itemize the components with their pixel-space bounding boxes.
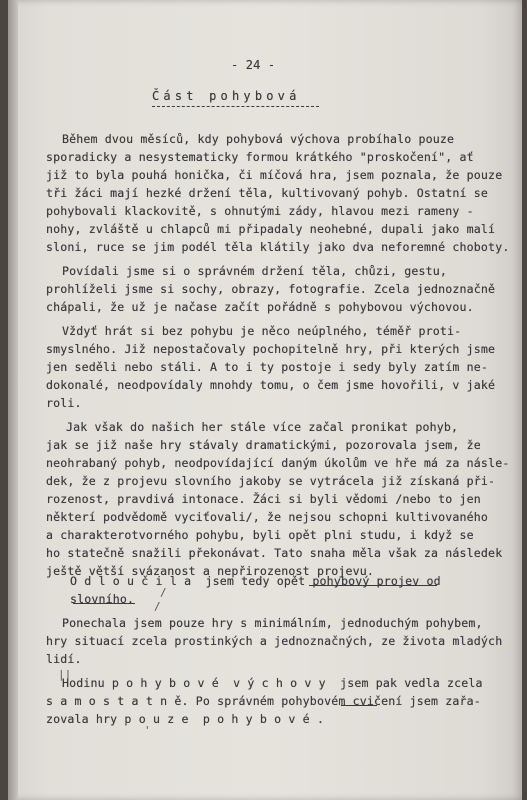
section-heading: Část pohybová	[152, 89, 301, 103]
text-line: a charakterotvorného pohybu, byli opět plni studu, i když se	[46, 528, 474, 542]
text-line: sloni, ruce se jim podél těla klátily jako dva neforemné choboty.	[46, 240, 510, 254]
binding-edge	[8, 0, 18, 800]
handwritten-mark: /	[160, 586, 167, 599]
text-line: ještě větší svázanost a nepřirozenost projevu.	[46, 564, 374, 578]
underline	[73, 603, 135, 604]
typewritten-page	[8, 0, 522, 800]
handwritten-mark: '	[144, 724, 151, 737]
text-line: tři žáci mají hezké držení těla, kultivovaný pohyb. Ostatní se	[46, 186, 489, 200]
heading-underline	[152, 106, 319, 107]
text-line: Během dvou měsíců, kdy pohybová výchova probíhalo pouze	[62, 132, 455, 146]
text-line: roli.	[46, 396, 82, 410]
text-line: hry situací zcela prostinkých a jednoznačných, ze života mladých	[46, 634, 503, 648]
text-line: dokonalé, neodpovídaly mnohdy tomu, o čem jsme hovořili, v jaké	[46, 378, 496, 392]
text-line: Hodinu p o h y b o v é v ý c h o v y jsem pak vedla zcela	[62, 676, 483, 690]
text-line: prohlíželi jsme si sochy, obrazy, fotografie. Zcela jednoznačně	[46, 282, 496, 296]
text-line: zovala hry p o u z e p o h y b o v é .	[46, 712, 325, 726]
text-line: lidí.	[46, 652, 82, 666]
text-line: Vždyť hrát si bez pohybu je něco neúplného, téměř proti-	[62, 324, 462, 338]
underline	[341, 705, 377, 706]
text-line: neohrabaný pohyb, neodpovídající daným úkolům ve hře má za násle-	[46, 456, 510, 470]
handwritten-mark: ||	[58, 668, 72, 681]
text-line: ho statečně snažili překonávat. Tato snaha měla však za následek	[46, 546, 503, 560]
text-line: chápali, že už je načase začít pořádně s pohybovou výchovou.	[46, 300, 474, 314]
underline	[309, 585, 437, 586]
text-line: pohybovali klackovitě, s ohnutými zády, hlavou mezi rameny -	[46, 204, 474, 218]
text-line: sporadicky a nesystematicky formou krátkého "proskočení", ať	[46, 150, 474, 164]
text-line: jak se již naše hry stávaly dramatickými, pozorovala jsem, že	[46, 438, 481, 452]
text-line: některí podvědomě vyciťovali/, že nejsou schopni kultivovaného	[46, 510, 489, 524]
text-line: Jak však do našich her stále více začal pronikat pohyb,	[66, 420, 459, 434]
text-line: O d l o u č i l a jsem tedy opět pohybový projev od	[70, 574, 441, 588]
text-line: smyslného. Již nepostačovaly pochopitelně hry, při kterých jsme	[46, 342, 496, 356]
page-number: - 24 -	[231, 58, 276, 72]
text-line: rozenost, pravdivá intonace. Žáci si byli vědomi /nebo to jen	[46, 492, 481, 506]
text-line: již to byla pouhá honička, či míčová hra, jsem poznala, že pouze	[46, 168, 503, 182]
text-line: dek, že z projevu slovního jakoby se vytrácela již získaná při-	[46, 474, 496, 488]
text-line: s a m o s t a t n ě. Po správném pohybovém cvičení jsem zařa-	[46, 694, 481, 708]
text-line: Povídali jsme si o správném držení těla, chůzi, gestu,	[62, 264, 448, 278]
text-line: nohy, zvláště u chlapců mi připadaly neohebné, dupali jako malí	[46, 222, 496, 236]
handwritten-mark: /	[154, 600, 161, 613]
text-line: slovního.	[70, 592, 135, 606]
text-line: Ponechala jsem pouze hry s minimálním, jednoduchým pohybem,	[62, 616, 483, 630]
text-line: jen seděli nebo stáli. A to i ty postoje i sedy byly zatím ne-	[46, 360, 489, 374]
